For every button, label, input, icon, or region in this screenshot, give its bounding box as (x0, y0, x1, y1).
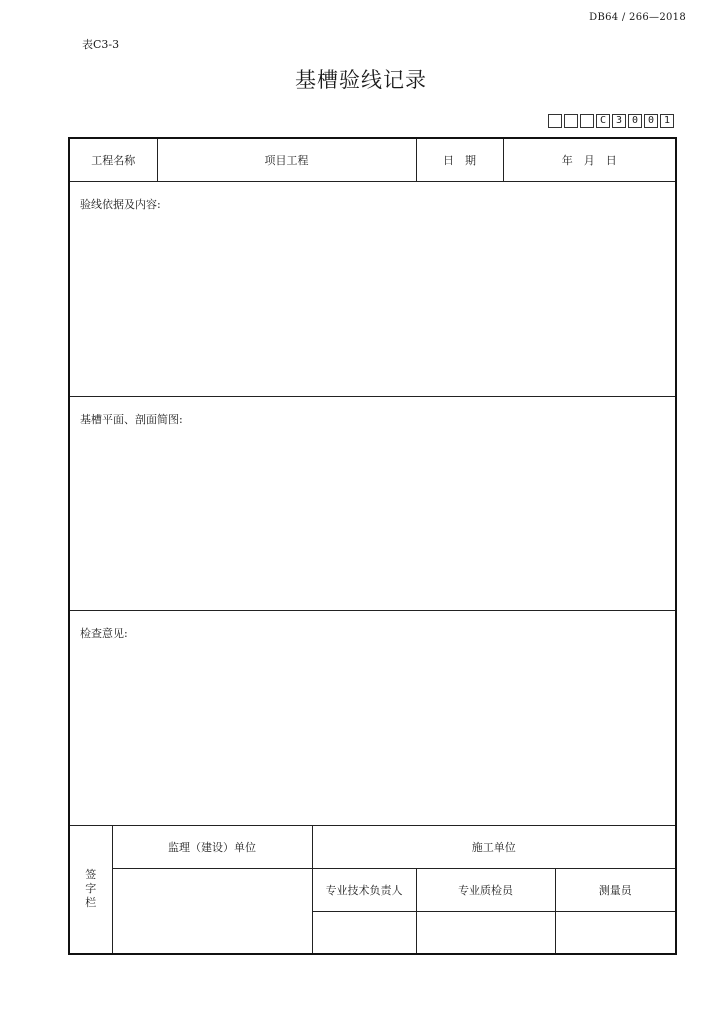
record-number-box[interactable] (564, 114, 578, 128)
sign-column-label (69, 825, 112, 954)
sign-column-text: 签字栏 (85, 868, 97, 910)
sketch-section[interactable] (69, 396, 676, 610)
record-number-boxes (548, 114, 674, 128)
surveyor-header: 测量员 (555, 868, 676, 911)
surveyor-signature-cell[interactable] (555, 911, 676, 954)
quality-inspector-signature-cell[interactable] (416, 911, 555, 954)
inspection-form-table (68, 137, 677, 955)
project-name-value[interactable]: 项目工程 (157, 138, 416, 181)
record-number-box[interactable]: 0 (628, 114, 642, 128)
basis-section[interactable] (69, 181, 676, 396)
page-title: 基槽验线记录 (295, 68, 427, 92)
basis-label: 验线依据及内容: (80, 197, 161, 211)
standard-code: DB64 / 266—2018 (589, 12, 686, 23)
date-label: 日 期 (416, 138, 503, 181)
supervision-unit-header: 监理（建设）单位 (112, 825, 312, 868)
tech-leader-signature-cell[interactable] (312, 911, 416, 954)
inspection-section[interactable] (69, 610, 676, 825)
record-number-box[interactable]: C (596, 114, 610, 128)
quality-inspector-header: 专业质检员 (416, 868, 555, 911)
construction-unit-header: 施工单位 (312, 825, 676, 868)
date-value[interactable]: 年 月 日 (503, 138, 676, 181)
sketch-label: 基槽平面、剖面简图: (80, 412, 183, 426)
record-number-box[interactable] (580, 114, 594, 128)
tech-leader-header: 专业技术负责人 (312, 868, 416, 911)
record-number-box[interactable] (548, 114, 562, 128)
record-number-box[interactable]: 1 (660, 114, 674, 128)
supervision-signature-cell[interactable] (112, 868, 312, 954)
inspection-label: 检查意见: (80, 626, 128, 640)
form-code: 表C3-3 (82, 38, 120, 51)
record-number-box[interactable]: 0 (644, 114, 658, 128)
project-name-label: 工程名称 (69, 138, 157, 181)
record-number-box[interactable]: 3 (612, 114, 626, 128)
